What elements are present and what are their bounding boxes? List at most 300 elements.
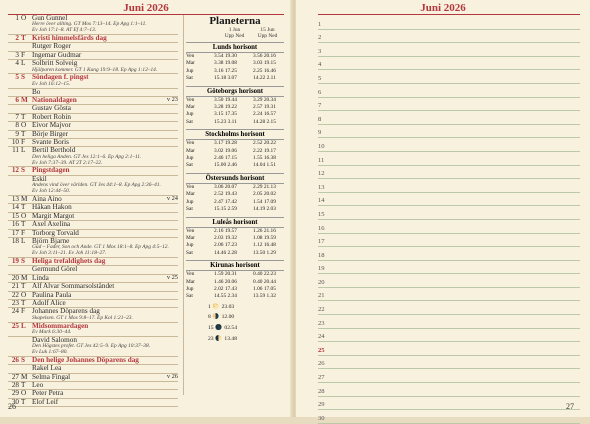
day-number: 10	[11, 138, 19, 147]
day-content	[32, 176, 178, 195]
name-day: Eskil	[32, 174, 47, 183]
note-line[interactable]	[318, 16, 580, 30]
day-entry	[8, 74, 178, 88]
planet-abbr: Ven	[186, 271, 195, 278]
name-day: Robert Robin	[32, 112, 71, 121]
day-number: 20	[11, 273, 19, 282]
planet-row	[186, 75, 284, 82]
note-line[interactable]	[318, 206, 580, 220]
day-content	[32, 399, 178, 406]
day-content	[32, 122, 178, 129]
col-sub-2: Upp Ned	[257, 33, 278, 39]
weekday-letter: S	[21, 73, 25, 82]
name-day: Svante Boris	[32, 138, 69, 147]
note-line[interactable]	[318, 98, 580, 112]
note-line[interactable]	[318, 193, 580, 207]
day-content	[32, 89, 178, 96]
day-content	[32, 105, 178, 112]
week-number: v 25	[166, 273, 178, 281]
note-line[interactable]	[318, 315, 580, 329]
planet-row	[186, 279, 284, 286]
col-date-1: 1 Jun	[228, 27, 241, 33]
moon-phase-row	[186, 336, 284, 344]
holiday-name: Kristi himmelsfärds dag	[32, 34, 107, 42]
day-content	[32, 204, 178, 211]
rise-set-2: 1.26 21.16	[253, 227, 276, 234]
weekday-letter: T	[21, 34, 26, 42]
rise-set-2: 1.12 16.48	[253, 242, 276, 249]
rise-set-2: 2.57 19.31	[253, 104, 276, 111]
note-line-number: 26	[318, 360, 325, 368]
name-day: Selma Fingal	[32, 372, 71, 381]
weekday-letter: L	[21, 321, 26, 330]
planet-abbr: Sat	[186, 162, 193, 169]
city-horizon-title: Stockholms horisont	[186, 129, 284, 140]
weekday-letter: S	[21, 355, 25, 364]
weekday-letter: M	[21, 273, 28, 282]
planets-panel	[186, 15, 284, 343]
planet-abbr: Jup	[186, 198, 194, 205]
day-content	[32, 114, 178, 121]
day-list	[8, 15, 178, 407]
weekday-letter: L	[21, 236, 26, 245]
note-line-number: 12	[318, 170, 325, 178]
moon-day: 23	[208, 335, 215, 342]
note-line[interactable]	[318, 261, 580, 275]
planet-abbr: Ven	[186, 96, 195, 103]
day-number: 1	[15, 14, 19, 22]
name-day: Eivor Majvor	[32, 121, 71, 130]
note-line-number: 11	[318, 156, 325, 164]
note-line[interactable]	[318, 247, 580, 261]
planet-row	[186, 228, 284, 235]
name-day: Ingemar Gudmar	[32, 50, 82, 59]
planet-abbr: Ven	[186, 140, 195, 147]
holiday-name: Pingstdagen	[32, 166, 70, 175]
note-line-number: 14	[318, 197, 325, 205]
rise-set-1: 2.46 17.15	[214, 155, 237, 162]
rise-set-1: 2.03 19.32	[214, 234, 237, 241]
rise-set-1: 3.16 17.25	[214, 67, 237, 74]
rise-set-1: 3.02 19.06	[214, 147, 237, 154]
name-day: Leo	[32, 380, 44, 389]
note-line[interactable]	[318, 125, 580, 139]
planet-abbr: Sat	[186, 249, 193, 256]
city-tables	[186, 42, 284, 301]
name-day: Bo	[32, 87, 41, 96]
rise-set-2: 1.08 19.59	[253, 234, 276, 241]
day-number: 19	[11, 256, 19, 265]
note-line-number: 17	[318, 238, 325, 246]
moon-phase-row	[186, 314, 284, 322]
city-horizon-title: Östersunds horisont	[186, 173, 284, 184]
weekday-letter: L	[21, 146, 26, 155]
weekday-letter: F	[21, 138, 25, 147]
weekday-letter: O	[21, 211, 27, 220]
note-line[interactable]	[318, 84, 580, 98]
name-day: Gustav Gösta	[32, 104, 71, 113]
day-content	[32, 357, 178, 364]
moon-phase-icon: 🌕	[212, 303, 220, 310]
day-content	[32, 213, 178, 220]
day-content	[32, 74, 178, 87]
scripture-reading: Skapelsen. GT 1 Mos 9:8–17. Ep Kol 1:21–23.	[32, 314, 133, 321]
planet-abbr: Jup	[186, 242, 194, 249]
rise-set-2: 1.06 17.05	[253, 285, 276, 292]
rise-set-2: 2.52 20.22	[253, 140, 276, 147]
weekday-letter: T	[21, 380, 26, 389]
planet-row	[186, 140, 284, 147]
note-line[interactable]	[318, 111, 580, 125]
note-line[interactable]	[318, 356, 580, 370]
rise-set-1: 2.16 19.57	[214, 227, 237, 234]
holiday-name: Den helige Johannes Döparens dag	[32, 355, 139, 364]
note-line-number: 2	[318, 34, 322, 42]
weekday-letter: F	[21, 228, 25, 237]
moon-time: 02.54	[223, 324, 237, 331]
day-number: 6	[15, 96, 19, 105]
note-line-number: 24	[318, 333, 325, 341]
day-entry	[8, 337, 178, 357]
name-day: Germund Görel	[32, 265, 78, 274]
day-content	[32, 52, 178, 59]
page-number-right: 27	[566, 402, 574, 411]
rise-set-2: 2.24 16.57	[253, 111, 276, 118]
planet-row	[186, 191, 284, 198]
note-line-number: 22	[318, 306, 325, 314]
weekday-letter: O	[21, 121, 27, 130]
day-number: 11	[12, 146, 19, 155]
scripture-reading: Hjälparen kommer. GT 1 Kung 19:9–18. Ep Apg 1:12–14.	[32, 66, 158, 73]
note-line[interactable]	[318, 383, 580, 397]
name-day: Aina Aino	[32, 194, 62, 203]
name-day: Adolf Alice	[32, 298, 66, 307]
day-content	[32, 147, 178, 166]
planet-row	[186, 68, 284, 75]
moon-phase-icon: 🌓	[215, 335, 222, 342]
note-line-number: 23	[318, 319, 325, 327]
planet-row	[186, 206, 284, 213]
rise-set-1: 2.47 17.42	[214, 198, 237, 205]
rise-set-2: 2.22 19.17	[253, 147, 276, 154]
col-sub-1: Upp Ned	[224, 33, 245, 39]
day-content	[32, 230, 178, 237]
note-line-number: 13	[318, 183, 325, 191]
day-number: 24	[11, 307, 19, 316]
note-line-number: 25	[318, 346, 325, 354]
day-content	[32, 35, 178, 42]
rise-set-1: 14.55 2.34	[214, 293, 237, 300]
note-line[interactable]	[318, 57, 580, 71]
day-content	[32, 60, 178, 73]
page-number-left: 26	[8, 402, 16, 411]
planet-abbr: Mar	[186, 234, 195, 241]
weekday-letter: F	[21, 50, 25, 59]
rise-set-1: 14.46 2.28	[214, 249, 237, 256]
day-entry	[8, 147, 178, 167]
planet-row	[186, 199, 284, 206]
rise-set-2: 2.05 20.02	[253, 191, 276, 198]
rise-set-1: 3.50 19.44	[214, 96, 237, 103]
scripture-reading: Ev Joh 7:37–39. AT 2T 2:17–22.	[32, 159, 103, 166]
day-number: 29	[11, 389, 19, 398]
planets-sub-header	[186, 33, 284, 39]
day-number: 5	[15, 73, 19, 82]
planets-title: Planeterna	[209, 15, 261, 27]
city-horizon-title: Kirunas horisont	[186, 260, 284, 271]
planet-abbr: Sat	[186, 206, 193, 213]
scripture-reading: Ev Joh 3:11–21. Ev Joh 11:18–27.	[32, 250, 107, 257]
planet-row	[186, 184, 284, 191]
planet-abbr: Ven	[186, 183, 195, 190]
name-day: Torborg Torvald	[32, 228, 79, 237]
week-number: v 23	[166, 96, 178, 104]
planet-row	[186, 162, 284, 169]
moon-phase-icon: 🌗	[212, 314, 220, 321]
note-line-number: 27	[318, 374, 325, 382]
name-day: Rakel Lea	[32, 364, 62, 373]
holiday-name: Nationaldagen	[32, 96, 77, 105]
note-line-number: 21	[318, 292, 325, 300]
rise-set-1: 15.23 3.11	[214, 118, 237, 125]
rise-set-2: 1.55 16.38	[253, 155, 276, 162]
day-content	[32, 292, 178, 299]
city-horizon-title: Luleås horisont	[186, 217, 284, 228]
note-line-number: 20	[318, 278, 325, 286]
rise-set-1: 15.00 2.46	[214, 162, 237, 169]
city-horizon-title: Lunds horisont	[186, 42, 284, 53]
day-number: 27	[11, 372, 19, 381]
day-content	[32, 283, 178, 290]
rise-set-1: 1.46 20.06	[214, 278, 237, 285]
day-content	[32, 382, 178, 389]
planet-abbr: Sat	[186, 293, 193, 300]
note-line-number: 5	[318, 74, 322, 82]
scripture-reading: Ev Luk 1:67–80.	[32, 348, 68, 355]
weekday-letter: O	[21, 290, 27, 299]
planet-row	[186, 271, 284, 278]
day-content	[32, 266, 178, 273]
scripture-reading: Ev Mark 6:30–44.	[32, 328, 72, 335]
note-line[interactable]	[318, 329, 580, 343]
note-line[interactable]	[318, 138, 580, 152]
note-line-number: 4	[318, 61, 322, 69]
day-entry	[8, 308, 178, 322]
day-number: 14	[11, 203, 19, 212]
day-number: 23	[11, 298, 19, 307]
planet-row	[186, 53, 284, 60]
note-line[interactable]	[318, 43, 580, 57]
day-number: 4	[15, 59, 19, 68]
day-content	[32, 238, 178, 257]
note-line-number: 15	[318, 210, 325, 218]
planet-row	[186, 111, 284, 118]
note-line[interactable]	[318, 179, 580, 193]
day-number: 28	[11, 380, 19, 389]
day-number: 22	[11, 290, 19, 299]
note-line[interactable]	[318, 288, 580, 302]
name-day: Gun Gunnel	[32, 14, 68, 22]
note-line-number: 9	[318, 129, 322, 137]
scripture-reading: Den heliga Anden. GT Jes 12:1–6. Ep Apg 2:1–11.	[32, 153, 142, 160]
scripture-reading: Gud – Fader, Son och Ande. GT 1 Mos 18:1–8. Ep Apg 4:5–12.	[32, 244, 169, 251]
day-content	[32, 139, 178, 146]
day-number: 9	[15, 129, 19, 138]
day-number: 21	[11, 282, 19, 291]
note-line-number: 19	[318, 265, 325, 273]
city-horizon-title: Göteborgs horisont	[186, 86, 284, 97]
holiday-name: Midsommardagen	[32, 321, 89, 330]
planet-abbr: Mar	[186, 191, 195, 198]
rise-set-2: 3.56 20.16	[253, 53, 276, 59]
planet-abbr: Jup	[186, 111, 194, 118]
rise-set-2: 14.04 1.51	[253, 162, 276, 169]
note-line-number: 18	[318, 251, 325, 259]
note-line[interactable]	[318, 234, 580, 248]
left-month-title: Juni 2026	[123, 2, 169, 14]
note-line-number: 28	[318, 387, 325, 395]
planet-row	[186, 286, 284, 293]
weekday-letter: F	[21, 307, 25, 316]
day-number: 12	[11, 166, 19, 175]
name-day: Linda	[32, 273, 49, 282]
notes-lines	[318, 16, 580, 424]
planet-row	[186, 242, 284, 249]
day-content	[32, 43, 178, 50]
rise-set-1: 2.02 17.43	[214, 285, 237, 292]
note-line[interactable]	[318, 70, 580, 84]
scripture-reading: Herre över allting. GT Mos 7:13–14. Ep Apg 1:1–11.	[32, 21, 147, 28]
note-line[interactable]	[318, 152, 580, 166]
day-entry	[8, 60, 178, 74]
note-line[interactable]	[318, 397, 580, 411]
rise-set-1: 3.54 19.30	[214, 53, 237, 59]
weekday-letter: O	[21, 389, 27, 398]
name-day: Alf Alvar Sommarsolståndet	[32, 282, 115, 291]
day-content	[32, 323, 178, 336]
name-day: David Salomon	[32, 335, 77, 344]
column-divider	[183, 15, 184, 395]
rise-set-2: 1.54 17.09	[253, 198, 276, 205]
planet-abbr: Sat	[186, 118, 193, 125]
planet-abbr: Mar	[186, 147, 195, 154]
name-day: Rutger Roger	[32, 42, 71, 51]
planet-row	[186, 97, 284, 104]
rise-set-2: 14.22 2.11	[253, 75, 276, 82]
planet-abbr: Jup	[186, 155, 194, 162]
moon-phase-row	[186, 304, 284, 312]
note-line[interactable]	[318, 274, 580, 288]
planet-abbr: Jup	[186, 67, 194, 74]
planet-row	[186, 119, 284, 126]
note-line[interactable]	[318, 301, 580, 315]
weekday-letter: T	[21, 397, 26, 406]
name-day: Björn Bjarne	[32, 236, 70, 245]
planet-abbr: Ven	[186, 53, 195, 59]
day-number: 2	[15, 34, 19, 42]
moon-day: 8	[208, 314, 213, 321]
rise-set-2: 3.29 20.34	[253, 96, 276, 103]
weekday-letter: T	[21, 298, 26, 307]
note-line[interactable]	[318, 166, 580, 180]
day-content	[32, 167, 178, 174]
rise-set-2: 0.40 22.23	[253, 271, 276, 278]
week-number: v 24	[166, 194, 178, 202]
rise-set-2: 2.29 21.13	[253, 183, 276, 190]
day-number: 8	[15, 121, 19, 130]
col-date-2: 15 Jun	[260, 27, 275, 33]
holiday-name: Heliga trefaldighets dag	[32, 256, 106, 265]
name-day: Bertil Berthold	[32, 146, 76, 155]
planet-row	[186, 235, 284, 242]
day-entry	[8, 15, 178, 35]
note-line-number: 6	[318, 88, 322, 96]
note-line-number: 3	[318, 47, 322, 55]
weekday-letter: M	[21, 194, 28, 203]
day-number: 7	[15, 112, 19, 121]
name-day: Elof Leif	[32, 397, 59, 406]
day-number: 15	[11, 211, 19, 220]
rise-set-2: 13.50 1.29	[253, 249, 276, 256]
rise-set-1: 3.17 19.28	[214, 140, 237, 147]
moon-time: 23.03	[220, 303, 235, 310]
weekday-letter: T	[21, 203, 26, 212]
note-line-number: 10	[318, 142, 325, 150]
rise-set-2: 13.59 1.32	[253, 293, 276, 300]
note-line-number: 8	[318, 115, 322, 123]
scripture-reading: Den Högstes profet. GT Jes 42:5–9. Ep Apg 10:37–38.	[32, 343, 151, 350]
note-line[interactable]	[318, 342, 580, 356]
day-entry	[8, 238, 178, 258]
note-line-number: 16	[318, 224, 325, 232]
day-content	[32, 390, 178, 397]
rise-set-1: 3.15 17.35	[214, 111, 237, 118]
note-line[interactable]	[318, 369, 580, 383]
day-content	[32, 258, 178, 265]
moon-time: 12.00	[220, 314, 235, 321]
weekday-letter: O	[21, 14, 27, 22]
right-month-title: Juni 2026	[420, 2, 466, 14]
note-line[interactable]	[318, 220, 580, 234]
rise-set-1: 15.15 2.59	[214, 206, 237, 213]
note-line[interactable]	[318, 30, 580, 44]
note-line-number: 7	[318, 102, 322, 110]
day-content	[32, 275, 178, 282]
name-day: Solbritt Solveig	[32, 59, 78, 68]
note-line-number: 30	[318, 414, 325, 422]
rise-set-1: 2.06 17.23	[214, 242, 237, 249]
rise-set-1: 3.06 20.07	[214, 183, 237, 190]
planet-row	[186, 293, 284, 300]
day-content	[32, 308, 178, 321]
moon-day: 1	[208, 303, 213, 310]
rise-set-2: 14.28 2.15	[253, 118, 276, 125]
scripture-reading: Ev Joh 12:44–50.	[32, 188, 71, 195]
planet-abbr: Mar	[186, 278, 195, 285]
moon-phases	[186, 304, 284, 343]
planet-abbr: Mar	[186, 104, 195, 111]
planet-row	[186, 60, 284, 67]
name-day: Margit Margot	[32, 211, 75, 220]
rise-set-2: 0.40 20.44	[253, 278, 276, 285]
day-number: 26	[11, 355, 19, 364]
day-number: 3	[15, 50, 19, 59]
note-line[interactable]	[318, 410, 580, 424]
planet-row	[186, 250, 284, 257]
day-content	[32, 15, 178, 34]
planet-abbr: Jup	[186, 285, 194, 292]
rise-set-2: 2.25 16.46	[253, 67, 276, 74]
